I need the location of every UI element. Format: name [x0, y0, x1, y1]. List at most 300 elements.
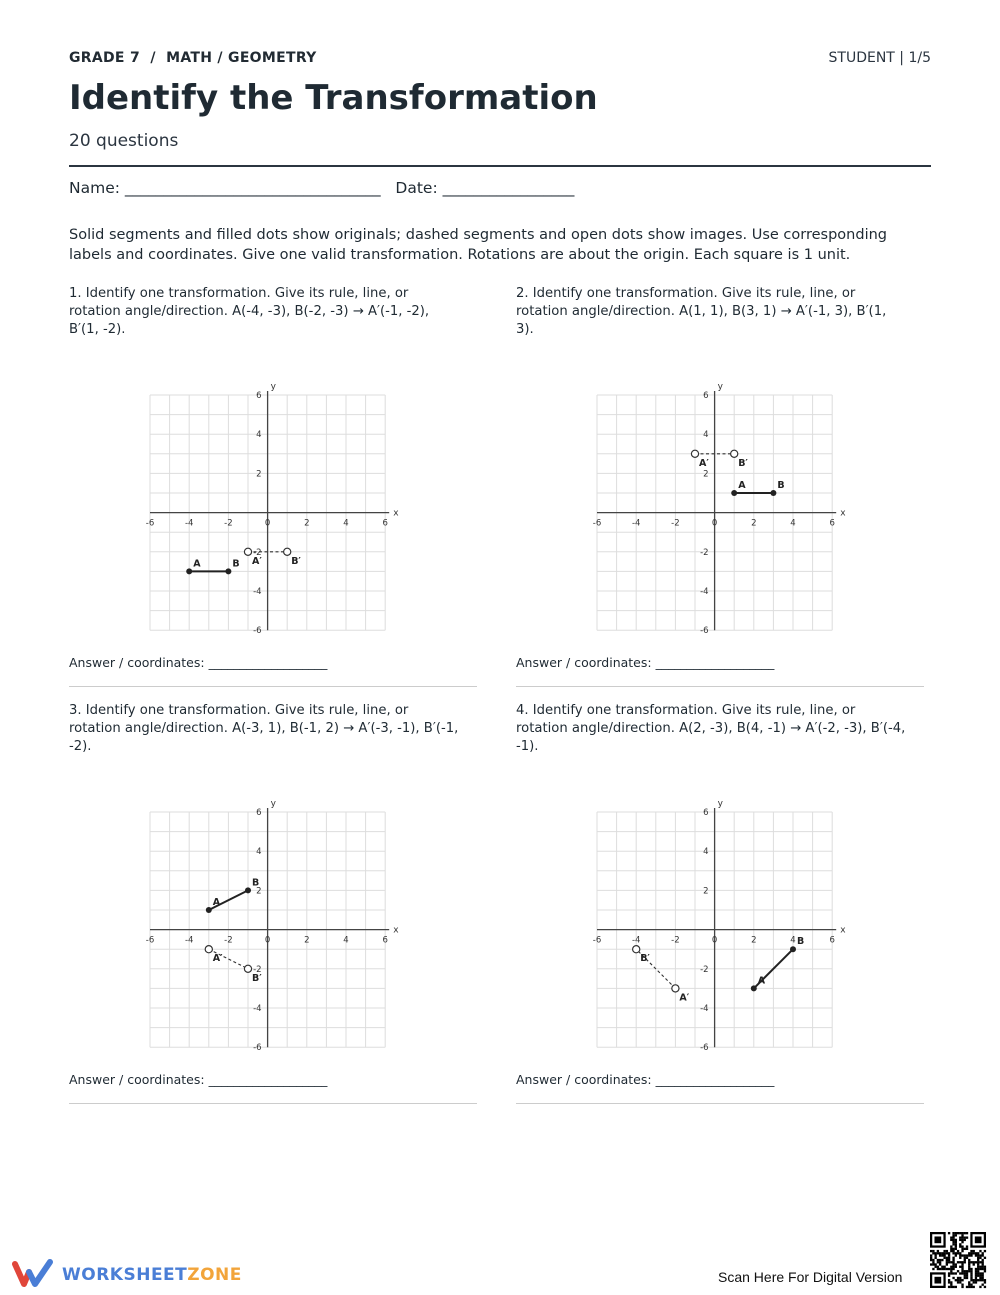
qr-module — [952, 1259, 954, 1261]
qr-module — [970, 1261, 972, 1263]
qr-module — [934, 1266, 936, 1268]
qr-module — [957, 1261, 959, 1263]
qr-module — [964, 1257, 966, 1259]
qr-module — [970, 1252, 972, 1254]
qr-module — [932, 1252, 934, 1254]
qr-module — [961, 1286, 963, 1288]
qr-module — [970, 1279, 972, 1281]
original-point — [751, 985, 757, 991]
qr-module — [982, 1268, 984, 1270]
answer-line[interactable]: Answer / coordinates: ___________________ — [516, 655, 775, 670]
qr-module — [961, 1279, 963, 1281]
qr-module — [964, 1270, 966, 1272]
qr-module — [950, 1239, 952, 1241]
image-point-label: B′ — [291, 555, 301, 567]
x-tick-label: -6 — [145, 935, 155, 946]
qr-module — [930, 1263, 932, 1265]
qr-module — [930, 1259, 932, 1261]
qr-finder — [934, 1236, 941, 1243]
qr-module — [950, 1286, 952, 1288]
qr-module — [977, 1279, 979, 1281]
qr-module — [952, 1286, 954, 1288]
qr-module — [948, 1261, 950, 1263]
x-tick-label: -4 — [631, 935, 641, 946]
qr-module — [982, 1266, 984, 1268]
qr-module — [977, 1261, 979, 1263]
qr-module — [939, 1259, 941, 1261]
qr-module — [952, 1252, 954, 1254]
logo-text-zone: ZONE — [187, 1265, 242, 1285]
qr-module — [952, 1266, 954, 1268]
original-point — [770, 490, 776, 496]
qr-module — [948, 1259, 950, 1261]
qr-module — [964, 1239, 966, 1241]
qr-module — [970, 1250, 972, 1252]
image-point — [672, 985, 679, 992]
qr-module — [939, 1252, 941, 1254]
qr-module — [939, 1268, 941, 1270]
qr-module — [970, 1286, 972, 1288]
y-tick-label: -4 — [700, 587, 709, 597]
qr-module — [934, 1252, 936, 1254]
qr-module — [957, 1232, 959, 1234]
qr-module — [961, 1254, 963, 1256]
question-text: 1. Identify one transformation. Give its rule, line, or rotation angle/direction. A(-4, -3), B(-2, -3) → A′(-1, -2), B′(1, -2). — [69, 286, 430, 337]
x-tick-label: 6 — [382, 935, 388, 946]
question-count: 20 questions — [69, 131, 179, 151]
x-tick-label: -6 — [592, 518, 602, 529]
qr-module — [977, 1252, 979, 1254]
question-text: 4. Identify one transformation. Give its rule, line, or rotation angle/direction. A(2, -3), B(4, -1) → A′(-2, -3), B′(-4, -1). — [516, 703, 906, 754]
qr-module — [959, 1277, 961, 1279]
qr-module — [970, 1275, 972, 1277]
qr-module — [950, 1250, 952, 1252]
qr-module — [970, 1268, 972, 1270]
y-tick-label: -4 — [253, 587, 262, 597]
qr-module — [961, 1239, 963, 1241]
qr-module — [975, 1281, 977, 1283]
qr-module — [968, 1261, 970, 1263]
qr-module — [966, 1254, 968, 1256]
qr-module — [968, 1281, 970, 1283]
y-tick-label: 6 — [703, 391, 709, 401]
y-tick-label: -6 — [700, 1043, 709, 1054]
x-tick-label: 2 — [304, 518, 310, 529]
question-text: 2. Identify one transformation. Give its rule, line, or rotation angle/direction. A(1, 1), B(3, 1) → A′(-1, 3), B′(1, 3). — [516, 286, 887, 337]
qr-module — [937, 1261, 939, 1263]
image-point-label: B′ — [252, 972, 262, 984]
breadcrumb: GRADE 7 / MATH / GEOMETRY — [69, 50, 317, 66]
qr-module — [973, 1281, 975, 1283]
answer-line[interactable]: Answer / coordinates: ___________________ — [516, 1072, 775, 1087]
image-point-label: B′ — [640, 953, 650, 965]
qr-module — [973, 1286, 975, 1288]
question-3 — [69, 702, 479, 1112]
qr-module — [975, 1261, 977, 1263]
qr-module — [946, 1250, 948, 1252]
qr-module — [957, 1252, 959, 1254]
x-tick-label: 6 — [829, 935, 835, 946]
qr-module — [984, 1279, 986, 1281]
qr-module — [966, 1248, 968, 1250]
qr-module — [946, 1263, 948, 1265]
qr-module — [948, 1286, 950, 1288]
qr-module — [964, 1277, 966, 1279]
qr-module — [950, 1261, 952, 1263]
qr-module — [961, 1270, 963, 1272]
qr-module — [955, 1248, 957, 1250]
qr-module — [968, 1259, 970, 1261]
image-point — [205, 946, 212, 953]
y-axis-label: y — [717, 382, 723, 392]
qr-module — [955, 1263, 957, 1265]
qr-module — [979, 1257, 981, 1259]
image-point-label: A′ — [699, 457, 709, 469]
qr-module — [979, 1277, 981, 1279]
qr-module — [959, 1272, 961, 1274]
original-point-label: A — [738, 480, 746, 491]
qr-module — [984, 1270, 986, 1272]
qr-module — [961, 1245, 963, 1247]
qr-module — [955, 1266, 957, 1268]
x-tick-label: 6 — [829, 518, 835, 529]
qr-module — [977, 1254, 979, 1256]
y-tick-label: 2 — [703, 886, 709, 897]
qr-module — [939, 1263, 941, 1265]
qr-module — [968, 1263, 970, 1265]
image-point — [691, 450, 698, 457]
original-point — [790, 946, 796, 952]
qr-module — [952, 1272, 954, 1274]
qr-module — [948, 1257, 950, 1259]
qr-module — [964, 1236, 966, 1238]
qr-module — [979, 1250, 981, 1252]
y-axis-label: y — [270, 382, 276, 392]
x-tick-label: 6 — [382, 518, 388, 529]
qr-module — [979, 1275, 981, 1277]
original-point — [186, 568, 192, 574]
qr-module — [959, 1279, 961, 1281]
qr-module — [964, 1254, 966, 1256]
qr-module — [943, 1252, 945, 1254]
y-tick-label: 6 — [256, 808, 262, 818]
original-point-label: B — [232, 558, 240, 570]
x-axis-label: x — [393, 508, 399, 519]
qr-module — [982, 1279, 984, 1281]
qr-module — [932, 1263, 934, 1265]
qr-module — [952, 1243, 954, 1245]
qr-module — [975, 1275, 977, 1277]
qr-module — [941, 1266, 943, 1268]
qr-module — [982, 1254, 984, 1256]
qr-module — [959, 1236, 961, 1238]
original-point — [245, 887, 251, 893]
qr-module — [959, 1245, 961, 1247]
qr-module — [979, 1272, 981, 1274]
qr-module — [977, 1268, 979, 1270]
qr-module — [966, 1286, 968, 1288]
qr-module — [961, 1236, 963, 1238]
header-divider — [69, 165, 931, 167]
qr-module — [964, 1261, 966, 1263]
qr-module — [968, 1266, 970, 1268]
qr-module — [979, 1261, 981, 1263]
logo-text — [62, 1265, 242, 1285]
qr-module — [959, 1257, 961, 1259]
qr-module — [946, 1261, 948, 1263]
qr-module — [959, 1232, 961, 1234]
qr-module — [955, 1254, 957, 1256]
qr-module — [959, 1281, 961, 1283]
qr-module — [946, 1268, 948, 1270]
page-title: Identify the Transformation — [69, 78, 598, 118]
qr-module — [973, 1261, 975, 1263]
y-tick-label: 4 — [703, 430, 709, 441]
qr-module — [950, 1284, 952, 1286]
qr-module — [979, 1254, 981, 1256]
qr-module — [955, 1252, 957, 1254]
x-axis-label: x — [840, 925, 846, 936]
qr-module — [982, 1259, 984, 1261]
x-tick-label: -2 — [671, 518, 680, 529]
qr-module — [966, 1275, 968, 1277]
qr-module — [937, 1266, 939, 1268]
qr-module — [979, 1266, 981, 1268]
scan-prompt: Scan Here For Digital Version — [718, 1269, 903, 1285]
qr-module — [934, 1257, 936, 1259]
name-date-line[interactable]: Name: _________________________________ Date: _________________ — [69, 179, 575, 197]
qr-module — [952, 1261, 954, 1263]
qr-module — [970, 1270, 972, 1272]
qr-module — [950, 1245, 952, 1247]
x-tick-label: 0 — [711, 518, 718, 529]
qr-module — [977, 1257, 979, 1259]
qr-module — [930, 1254, 932, 1256]
original-point — [731, 490, 737, 496]
x-tick-label: -4 — [184, 935, 194, 946]
qr-code-icon[interactable] — [930, 1232, 986, 1288]
qr-module — [943, 1254, 945, 1256]
qr-module — [937, 1268, 939, 1270]
qr-module — [968, 1270, 970, 1272]
image-point-label: B′ — [738, 457, 748, 469]
qr-module — [941, 1259, 943, 1261]
qr-module — [959, 1243, 961, 1245]
image-point-label: A′ — [252, 555, 262, 567]
qr-module — [977, 1263, 979, 1265]
qr-module — [932, 1259, 934, 1261]
logo-text-worksheet: WORKSHEET — [62, 1265, 188, 1285]
qr-module — [952, 1232, 954, 1234]
qr-module — [950, 1270, 952, 1272]
qr-module — [948, 1281, 950, 1283]
x-tick-label: 0 — [264, 935, 271, 946]
qr-module — [952, 1257, 954, 1259]
y-tick-label: -2 — [253, 547, 262, 558]
qr-module — [961, 1263, 963, 1265]
qr-module — [979, 1268, 981, 1270]
qr-module — [964, 1259, 966, 1261]
qr-module — [977, 1259, 979, 1261]
qr-module — [977, 1275, 979, 1277]
qr-module — [961, 1284, 963, 1286]
qr-module — [984, 1266, 986, 1268]
x-tick-label: -4 — [631, 518, 641, 529]
qr-module — [955, 1241, 957, 1243]
qr-module — [948, 1254, 950, 1256]
y-tick-label: -2 — [253, 964, 262, 975]
instructions: Solid segments and filled dots show originals; dashed segments and open dots show images. Use corresponding labels and coordinates. Give one valid transformation. Rotations are about the origin. Each square is 1 unit. — [69, 227, 887, 263]
y-tick-label: -6 — [253, 1043, 262, 1054]
original-point-label: B — [252, 877, 260, 889]
qr-module — [950, 1281, 952, 1283]
x-tick-label: -2 — [671, 935, 680, 946]
original-point-label: A — [757, 975, 766, 987]
x-tick-label: 4 — [790, 935, 796, 946]
qr-module — [966, 1270, 968, 1272]
coordinate-graph — [592, 792, 846, 1054]
qr-module — [941, 1254, 943, 1256]
qr-module — [982, 1261, 984, 1263]
qr-module — [955, 1272, 957, 1274]
qr-module — [961, 1248, 963, 1250]
qr-module — [982, 1275, 984, 1277]
y-tick-label: 6 — [703, 808, 709, 818]
original-point-label: B — [797, 936, 805, 948]
qr-module — [970, 1254, 972, 1256]
qr-module — [932, 1261, 934, 1263]
qr-module — [955, 1286, 957, 1288]
worksheetzone-logo[interactable] — [12, 1258, 252, 1290]
answer-line[interactable]: Answer / coordinates: ___________________ — [69, 1072, 328, 1087]
qr-module — [955, 1239, 957, 1241]
qr-finder — [934, 1277, 941, 1284]
qr-module — [973, 1250, 975, 1252]
y-tick-label: 4 — [256, 430, 262, 441]
coordinate-graph — [592, 375, 846, 637]
x-tick-label: 4 — [343, 518, 349, 529]
qr-module — [977, 1270, 979, 1272]
qr-module — [952, 1239, 954, 1241]
qr-module — [943, 1266, 945, 1268]
qr-module — [979, 1286, 981, 1288]
qr-module — [982, 1263, 984, 1265]
x-tick-label: 2 — [751, 935, 757, 946]
qr-module — [964, 1272, 966, 1274]
qr-module — [943, 1268, 945, 1270]
qr-module — [932, 1250, 934, 1252]
image-point — [633, 946, 640, 953]
y-tick-label: -6 — [253, 626, 262, 637]
answer-line[interactable]: Answer / coordinates: ___________________ — [69, 655, 328, 670]
original-point-label: B — [777, 480, 785, 491]
logo-mark-icon — [12, 1258, 56, 1290]
qr-module — [982, 1272, 984, 1274]
qr-module — [948, 1275, 950, 1277]
header-row — [69, 50, 931, 70]
qr-module — [966, 1277, 968, 1279]
qr-module — [984, 1257, 986, 1259]
qr-module — [975, 1270, 977, 1272]
qr-module — [948, 1252, 950, 1254]
qr-module — [939, 1254, 941, 1256]
y-tick-label: 2 — [256, 469, 262, 480]
original-point-label: A — [212, 897, 221, 908]
image-point-label: A′ — [679, 992, 690, 1004]
qr-module — [952, 1236, 954, 1238]
image-point — [731, 450, 738, 457]
image-point-label: A′ — [212, 953, 223, 965]
coordinate-graph — [145, 375, 399, 637]
original-point — [206, 907, 212, 913]
coordinate-graph — [145, 792, 399, 1054]
qr-module — [930, 1257, 932, 1259]
qr-module — [973, 1263, 975, 1265]
qr-module — [975, 1277, 977, 1279]
qr-module — [984, 1281, 986, 1283]
qr-module — [959, 1239, 961, 1241]
qr-module — [955, 1234, 957, 1236]
qr-module — [952, 1234, 954, 1236]
original-point-label: A — [193, 558, 201, 570]
qr-module — [961, 1266, 963, 1268]
y-tick-label: -2 — [700, 547, 709, 558]
x-tick-label: 2 — [751, 518, 757, 529]
qr-module — [957, 1277, 959, 1279]
qr-module — [946, 1259, 948, 1261]
question-1 — [69, 285, 479, 695]
qr-module — [946, 1257, 948, 1259]
qr-module — [973, 1252, 975, 1254]
question-4 — [516, 702, 926, 1112]
qr-module — [932, 1268, 934, 1270]
qr-module — [948, 1279, 950, 1281]
qr-module — [977, 1272, 979, 1274]
qr-module — [977, 1266, 979, 1268]
y-tick-label: -4 — [700, 1004, 709, 1014]
qr-module — [961, 1261, 963, 1263]
qr-module — [943, 1250, 945, 1252]
qr-module — [941, 1268, 943, 1270]
qr-module — [952, 1248, 954, 1250]
qr-module — [966, 1245, 968, 1247]
qr-module — [968, 1252, 970, 1254]
qr-module — [966, 1272, 968, 1274]
qr-module — [968, 1284, 970, 1286]
qr-module — [970, 1284, 972, 1286]
y-tick-label: 4 — [703, 847, 709, 858]
qr-module — [950, 1248, 952, 1250]
qr-module — [961, 1272, 963, 1274]
x-tick-label: 0 — [711, 935, 718, 946]
qr-module — [937, 1259, 939, 1261]
question-divider — [69, 1103, 477, 1104]
qr-module — [941, 1252, 943, 1254]
qr-module — [970, 1277, 972, 1279]
x-tick-label: 2 — [304, 935, 310, 946]
qr-module — [975, 1252, 977, 1254]
qr-module — [975, 1268, 977, 1270]
x-axis-label: x — [840, 508, 846, 519]
qr-module — [957, 1279, 959, 1281]
qr-module — [975, 1254, 977, 1256]
y-axis-label: y — [717, 799, 723, 809]
x-axis-label: x — [393, 925, 399, 936]
qr-module — [984, 1250, 986, 1252]
qr-module — [979, 1279, 981, 1281]
qr-module — [970, 1272, 972, 1274]
qr-module — [948, 1232, 950, 1234]
